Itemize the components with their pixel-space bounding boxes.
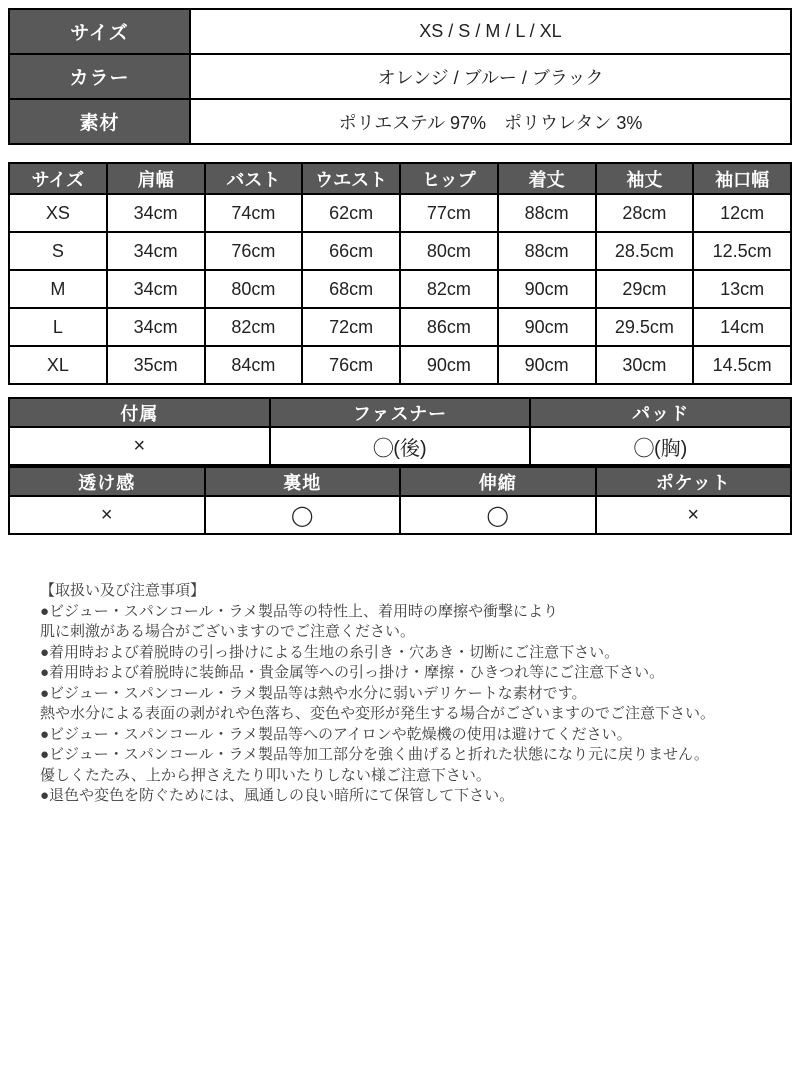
note-line: ●ビジュー・スパンコール・ラメ製品等へのアイロンや乾燥機の使用は避けてください。	[40, 725, 632, 743]
feature-value: ×	[9, 427, 270, 465]
features-table-fabric	[8, 466, 792, 535]
note-line: 熱や水分による表面の剥がれや色落ち、変色や変形が発生する場合がございますのでご注意下さい。	[40, 705, 716, 722]
column-header: 裏地	[205, 467, 401, 496]
size-cell: 13cm	[693, 270, 791, 308]
size-chart-header-row	[9, 163, 791, 194]
size-cell: 28.5cm	[596, 232, 694, 270]
column-header: 伸縮	[400, 467, 596, 496]
note-line: ●ビジュー・スパンコール・ラメ製品等の特性上、着用時の摩擦や衝撃により	[40, 602, 559, 620]
features-table-accessories	[8, 397, 792, 466]
spec-value-color: オレンジ / ブルー / ブラック	[190, 54, 791, 99]
size-cell: 84cm	[205, 346, 303, 384]
note-line: ●着用時および着脱時の引っ掛けによる生地の糸引き・穴あき・切断にご注意下さい。	[40, 643, 620, 661]
spec-value-size: XS / S / M / L / XL	[190, 9, 791, 54]
column-header: 透け感	[9, 467, 205, 496]
column-header: パッド	[530, 398, 791, 427]
size-cell: 80cm	[205, 270, 303, 308]
size-cell: 35cm	[107, 346, 205, 384]
table-row	[9, 496, 791, 534]
size-cell: 34cm	[107, 232, 205, 270]
table-row	[9, 308, 791, 346]
size-cell: 29cm	[596, 270, 694, 308]
size-cell: 30cm	[596, 346, 694, 384]
size-cell: L	[9, 308, 107, 346]
feature-value: ◯(後)	[270, 427, 531, 465]
table-row	[9, 9, 791, 54]
table-row	[9, 54, 791, 99]
table-row	[9, 232, 791, 270]
table-row	[9, 398, 791, 427]
size-cell: 76cm	[205, 232, 303, 270]
column-header: ポケット	[596, 467, 792, 496]
table-row	[9, 194, 791, 232]
size-chart-table	[8, 162, 792, 385]
size-cell: 28cm	[596, 194, 694, 232]
size-cell: 86cm	[400, 308, 498, 346]
column-header: 付属	[9, 398, 270, 427]
column-header: 袖口幅	[693, 163, 791, 194]
size-cell: 80cm	[400, 232, 498, 270]
size-cell: 12cm	[693, 194, 791, 232]
size-cell: S	[9, 232, 107, 270]
size-cell: 90cm	[400, 346, 498, 384]
column-header: サイズ	[9, 163, 107, 194]
spec-label-color: カラー	[9, 54, 190, 99]
column-header: 着丈	[498, 163, 596, 194]
spec-table	[8, 8, 792, 145]
column-header: ファスナー	[270, 398, 531, 427]
size-cell: 82cm	[400, 270, 498, 308]
size-cell: 90cm	[498, 346, 596, 384]
note-line: ●ビジュー・スパンコール・ラメ製品等は熱や水分に弱いデリケートな素材です。	[40, 684, 587, 702]
table-row	[9, 467, 791, 496]
size-cell: XS	[9, 194, 107, 232]
spec-label-material: 素材	[9, 99, 190, 144]
note-line: ●退色や変色を防ぐためには、風通しの良い暗所にて保管して下さい。	[40, 787, 515, 804]
size-cell: 34cm	[107, 270, 205, 308]
notes-title: 【取扱い及び注意事項】	[40, 582, 206, 599]
column-header: ウエスト	[302, 163, 400, 194]
size-cell: 34cm	[107, 308, 205, 346]
feature-value: ◯(胸)	[530, 427, 791, 465]
size-cell: M	[9, 270, 107, 308]
table-row	[9, 99, 791, 144]
size-cell: 77cm	[400, 194, 498, 232]
column-header: バスト	[205, 163, 303, 194]
feature-value: ◯	[205, 496, 401, 534]
size-cell: 66cm	[302, 232, 400, 270]
notes-section	[40, 581, 784, 807]
size-cell: 90cm	[498, 308, 596, 346]
feature-value: ×	[9, 496, 205, 534]
size-cell: 14cm	[693, 308, 791, 346]
column-header: 肩幅	[107, 163, 205, 194]
size-cell: 76cm	[302, 346, 400, 384]
size-cell: 68cm	[302, 270, 400, 308]
feature-value: ◯	[400, 496, 596, 534]
size-cell: 74cm	[205, 194, 303, 232]
table-row	[9, 427, 791, 465]
size-cell: 72cm	[302, 308, 400, 346]
size-cell: 29.5cm	[596, 308, 694, 346]
column-header: 袖丈	[596, 163, 694, 194]
column-header: ヒップ	[400, 163, 498, 194]
note-line: 優しくたたみ、上から押さえたり叩いたりしない様ご注意下さい。	[40, 766, 491, 784]
feature-value: ×	[596, 496, 792, 534]
size-cell: XL	[9, 346, 107, 384]
size-cell: 12.5cm	[693, 232, 791, 270]
size-cell: 88cm	[498, 194, 596, 232]
note-line: ●着用時および着脱時に装飾品・貴金属等への引っ掛け・摩擦・ひきつれ等にご注意下さい。	[40, 664, 665, 681]
table-row	[9, 270, 791, 308]
size-cell: 82cm	[205, 308, 303, 346]
size-cell: 14.5cm	[693, 346, 791, 384]
table-row	[9, 346, 791, 384]
size-cell: 90cm	[498, 270, 596, 308]
spec-value-material: ポリエステル 97% ポリウレタン 3%	[190, 99, 791, 144]
spec-label-size: サイズ	[9, 9, 190, 54]
note-line: ●ビジュー・スパンコール・ラメ製品等加工部分を強く曲げると折れた状態になり元に戻りません。	[40, 746, 709, 763]
size-cell: 34cm	[107, 194, 205, 232]
size-cell: 88cm	[498, 232, 596, 270]
size-cell: 62cm	[302, 194, 400, 232]
note-line: 肌に刺激がある場合がございますのでご注意ください。	[40, 623, 416, 640]
